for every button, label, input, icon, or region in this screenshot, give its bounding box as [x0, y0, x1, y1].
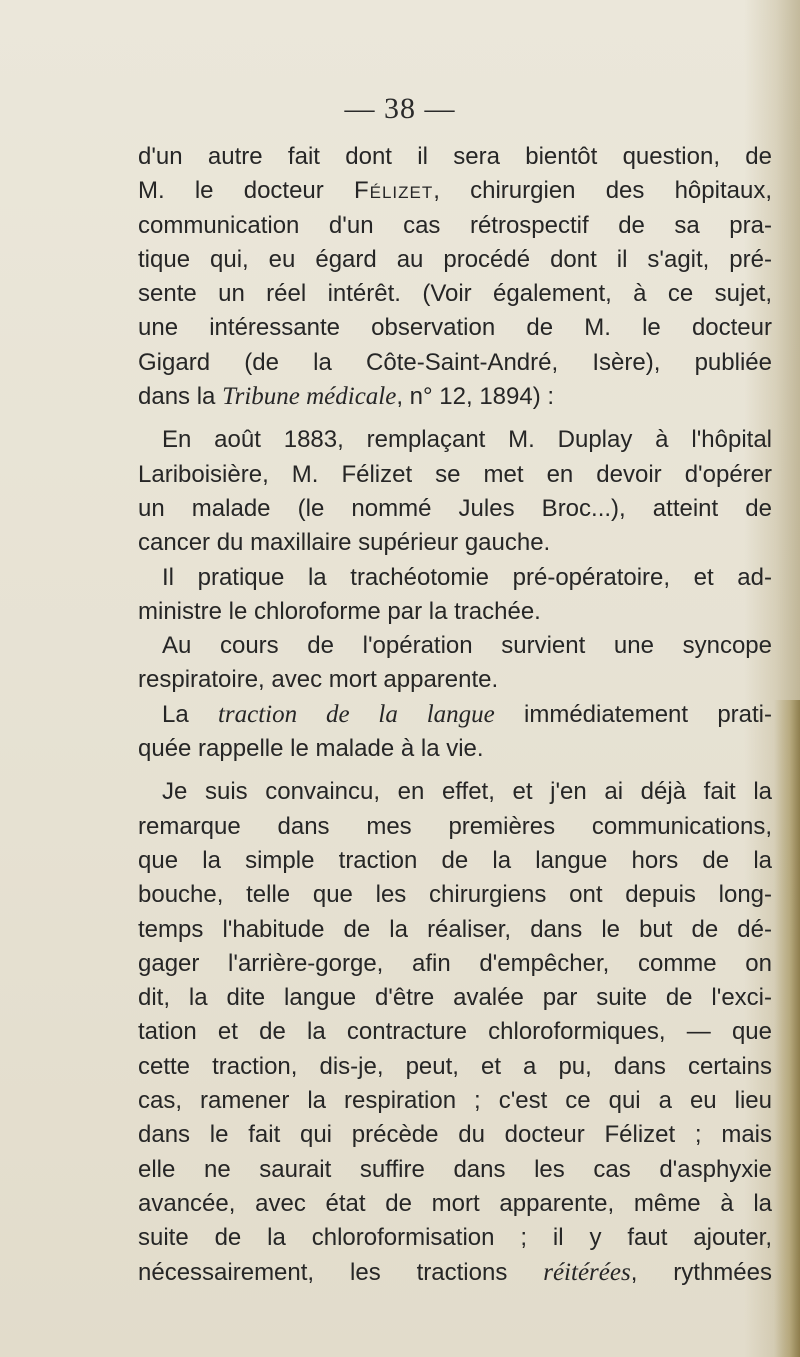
emphasis-text: réitérées [543, 1258, 631, 1286]
text-line: nécessairement, les tractions réitérées, rythmées [138, 1258, 772, 1286]
journal-title: Tribune médicale [222, 383, 397, 411]
text-line: Gigard (de la Côte-Saint-André, Isère), publiée [138, 348, 772, 376]
text-line: cette traction, dis-je, peut, et a pu, dans certains [138, 1052, 772, 1080]
text-line: dans le fait qui précède du docteur Félizet ; mais [138, 1121, 772, 1149]
text-line: avancée, avec état de mort apparente, même à la [138, 1189, 772, 1217]
text-line: ministre le chloroforme par la trachée. [138, 597, 541, 625]
body-text [138, 140, 772, 1290]
text-line: d'un autre fait dont il sera bientôt question, de [138, 143, 772, 170]
emphasis-text: traction de la langue [217, 700, 495, 728]
text-line: Il pratique la trachéotomie pré-opératoire, et ad- [162, 563, 772, 591]
text-line: Je suis convaincu, en effet, et j'en ai déjà fait la [162, 778, 772, 806]
text-line: quée rappelle le malade à la vie. [138, 735, 484, 763]
text-line: cancer du maxillaire supérieur gauche. [138, 529, 551, 557]
text-line: temps l'habitude de la réaliser, dans le but de dé- [138, 915, 772, 943]
page-edge-stain [774, 700, 800, 1357]
text-line: suite de la chloroformisation ; il y faut ajouter, [138, 1224, 772, 1252]
text-line: gager l'arrière-gorge, afin d'empêcher, comme on [138, 949, 772, 977]
text-line: cas, ramener la respiration ; c'est ce qui a eu lieu [138, 1087, 772, 1115]
text-line: sente un réel intérêt. (Voir également, à ce sujet, [138, 280, 772, 308]
page-number: — 38 — [344, 92, 456, 125]
text-line: elle ne saurait suffire dans les cas d'asphyxie [138, 1155, 772, 1183]
text-line: respiratoire, avec mort apparente. [138, 666, 499, 694]
text-line: En août 1883, remplaçant M. Duplay à l'hôpital [162, 426, 772, 454]
text-line: un malade (le nommé Jules Broc...), atteint de [138, 494, 772, 522]
text-line: La traction de la langue immédiatement prati- [162, 700, 772, 728]
text-line: bouche, telle que les chirurgiens ont depuis long- [138, 881, 772, 909]
text-line: dans la Tribune médicale, n° 12, 1894) : [138, 383, 555, 411]
text-line: dit, la dite langue d'être avalée par suite de l'exci- [138, 984, 772, 1012]
text-line: tation et de la contracture chloroformiques, — que [138, 1018, 772, 1046]
text-line: Au cours de l'opération survient une syncope [162, 632, 772, 660]
text-line: remarque dans mes premières communications, [138, 812, 772, 840]
text-line: Lariboisière, M. Félizet se met en devoir d'opérer [138, 460, 772, 488]
text-line: tique qui, eu égard au procédé dont il s'agit, pré- [138, 245, 772, 273]
text-line: M. le docteur Félizet, chirurgien des hôpitaux, [138, 177, 772, 205]
text-line: communication d'un cas rétrospectif de sa pra- [138, 211, 772, 239]
text-line: que la simple traction de la langue hors de la [138, 846, 772, 874]
text-line: une intéressante observation de M. le docteur [138, 314, 772, 342]
author-name-smallcaps: Félizet [353, 177, 434, 205]
